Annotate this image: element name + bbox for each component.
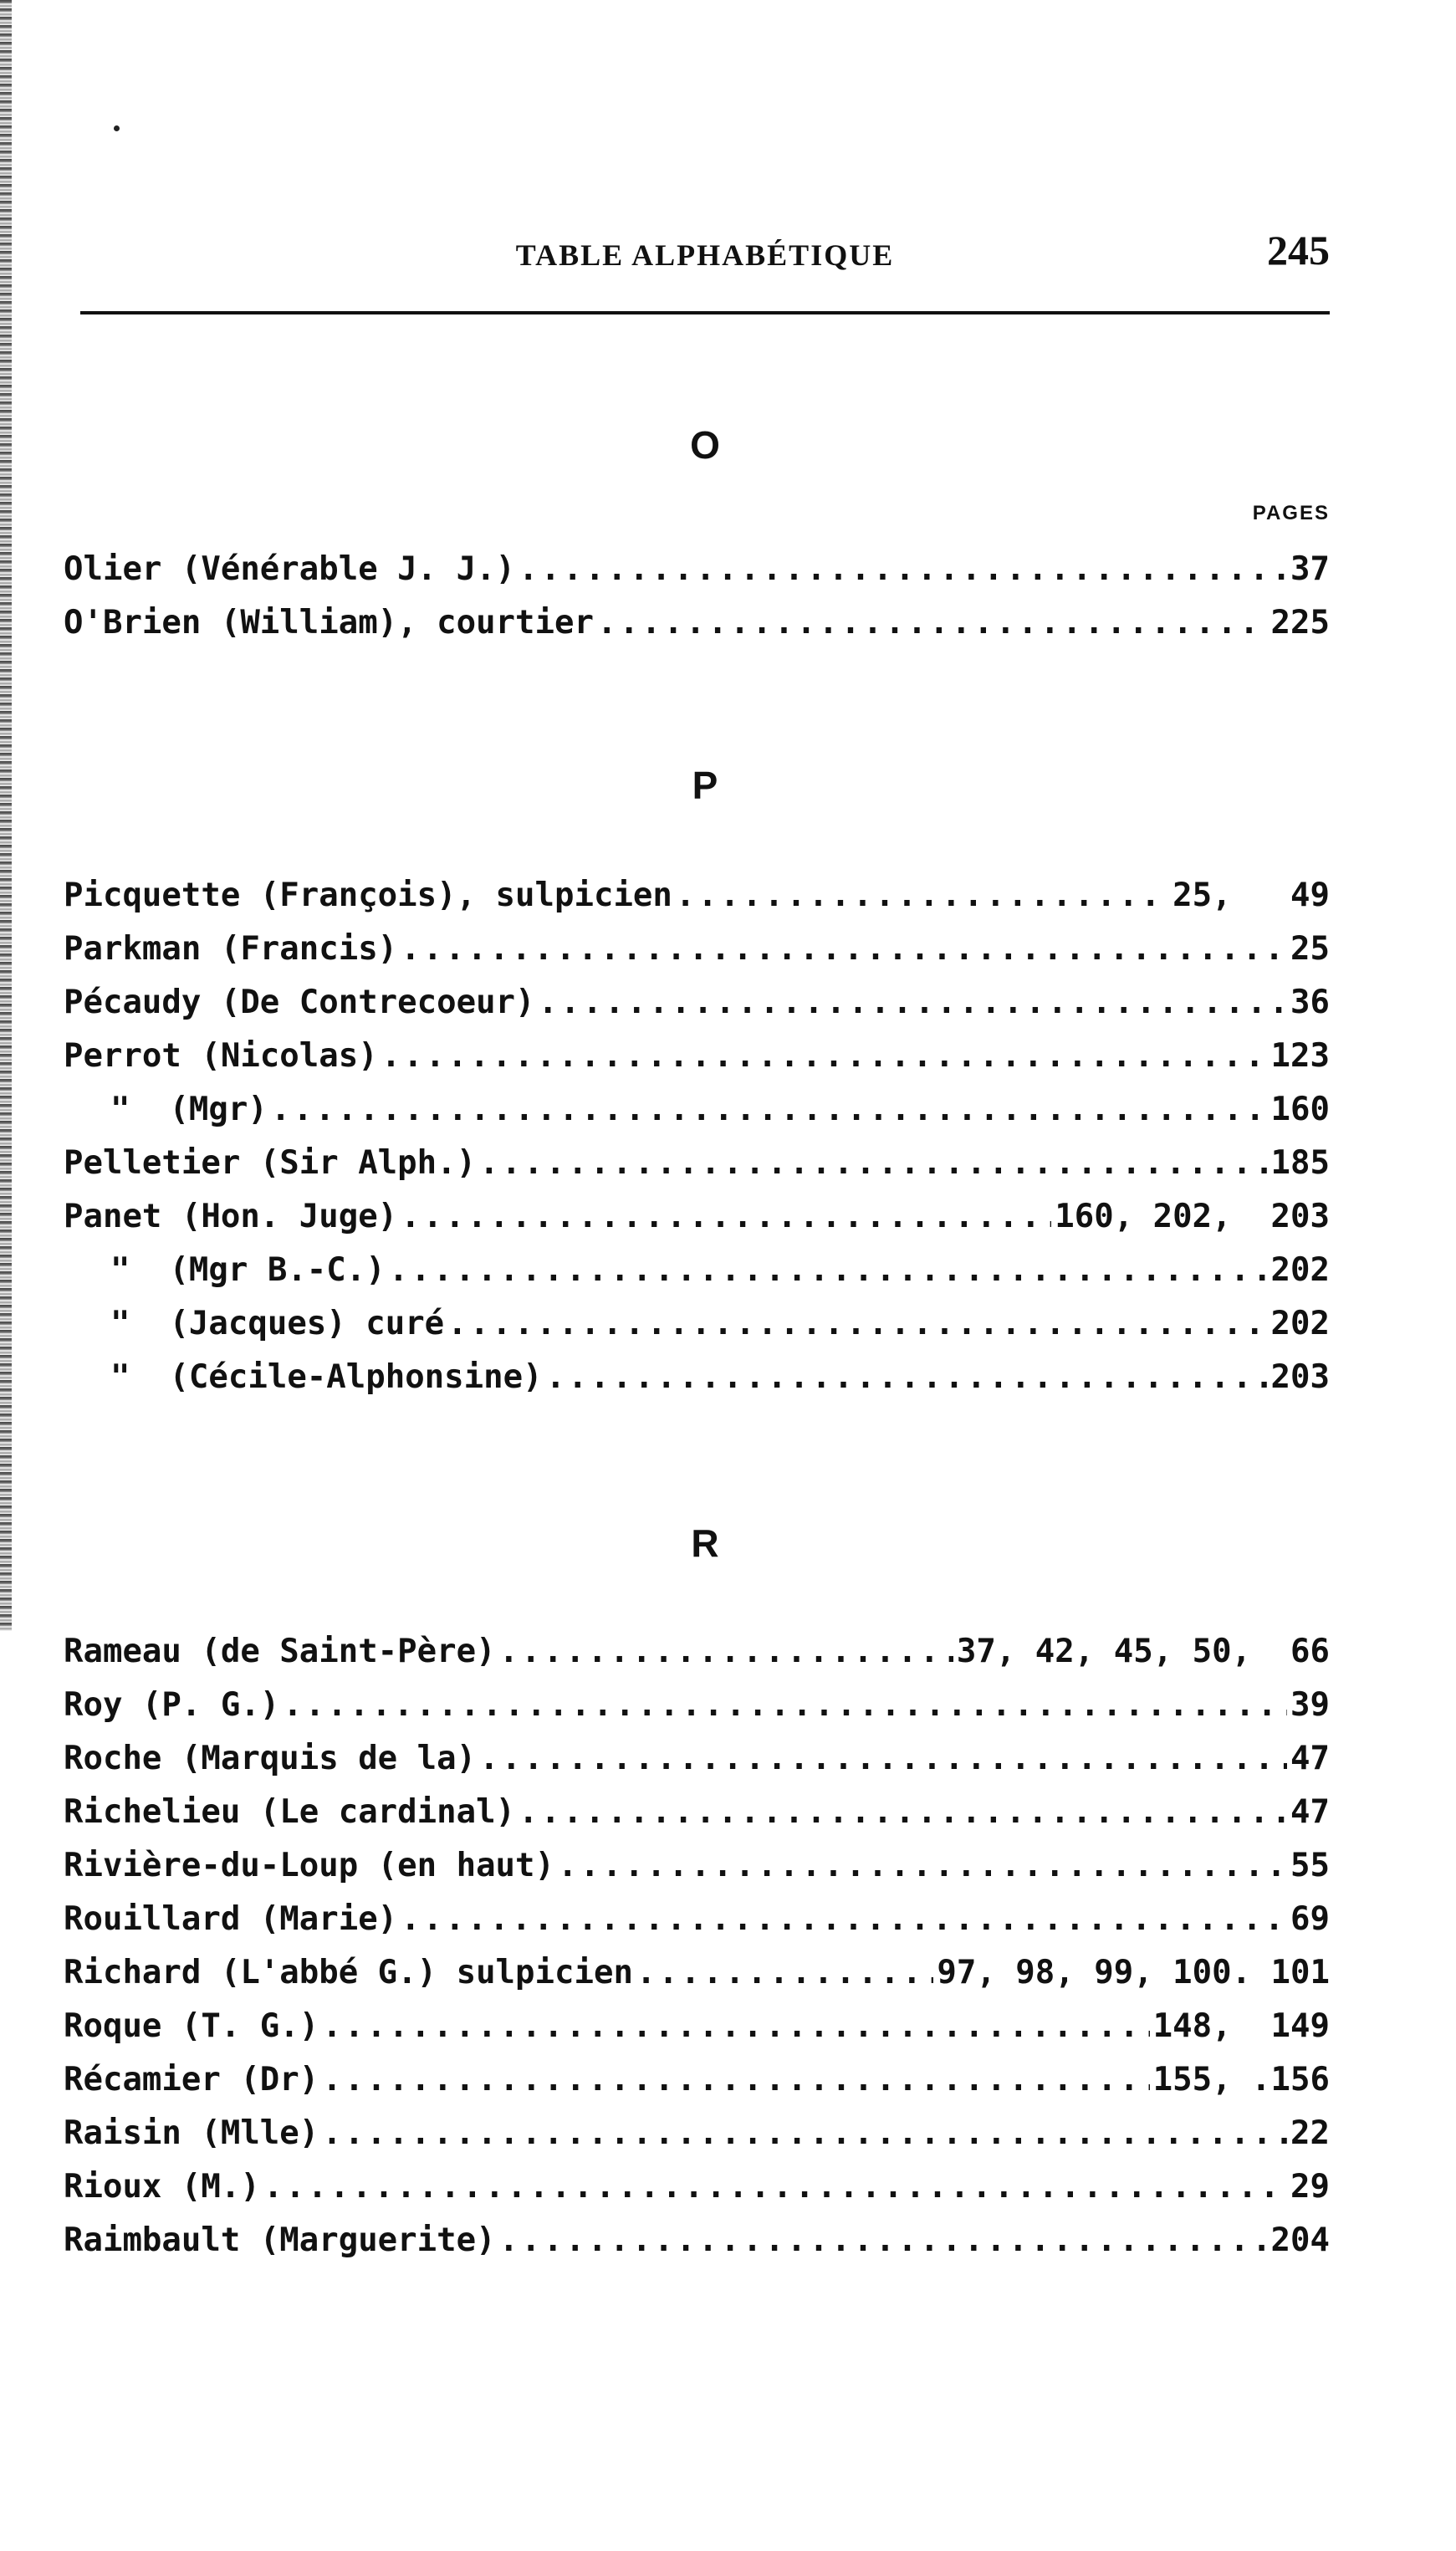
entry-label: Perrot (Nicolas) [64,1037,378,1075]
entry-page-refs: 69 [1290,1900,1330,1938]
entry-label: " (Mgr B.-C.) [110,1251,386,1289]
entry-label: Pelletier (Sir Alph.) [64,1144,477,1182]
entry-page-refs: 37 [1290,550,1330,588]
dot-leader [447,1305,1267,1342]
entry-page-refs: 123 [1270,1037,1330,1075]
page-binding-edge [0,0,12,1631]
header-rule [80,311,1330,314]
entry-label: " (Cécile-Alphonsine) [110,1358,543,1396]
dot-leader [322,2007,1149,2045]
section-letter-r: R [691,1521,719,1565]
dot-leader [263,2168,1287,2206]
index-entry [64,1198,1330,1251]
dot-leader [401,1198,1051,1235]
entry-label: Pécaudy (De Contrecoeur) [64,984,535,1021]
dot-leader [401,930,1287,968]
index-entry [64,1358,1330,1412]
running-title: TABLE ALPHABÉTIQUE [515,238,895,272]
index-entry [64,2007,1330,2061]
dot-leader [283,1686,1287,1724]
section-r-entries [64,1633,1330,2275]
dot-leader [636,1954,933,1991]
section-o-entries [64,550,1330,657]
entry-page-refs: 25 [1290,930,1330,968]
dot-leader [558,1847,1287,1884]
entry-label: O'Brien (William), courtier [64,604,594,642]
dot-leader [389,1251,1268,1289]
entry-label: Rivière-du-Loup (en haut) [64,1847,554,1884]
entry-label: Rouillard (Marie) [64,1900,398,1938]
index-entry [64,1740,1330,1793]
dot-leader [676,877,1169,914]
entry-label: Richelieu (Le cardinal) [64,1793,516,1831]
page-header [80,226,1330,284]
index-entry [64,550,1330,604]
entry-page-refs: 160 [1270,1091,1330,1128]
entry-page-refs: 203 [1270,1358,1330,1396]
index-entry [64,1144,1330,1198]
entry-page-refs: 39 [1290,1686,1330,1724]
entry-label: Rameau (de Saint-Père) [64,1633,496,1670]
index-entry [64,2168,1330,2221]
index-entry [64,1900,1330,1954]
entry-page-refs: 25, 49 [1172,877,1330,914]
entry-page-refs: 202 [1270,1305,1330,1342]
dot-leader [499,2221,1268,2259]
index-entry [64,2061,1330,2114]
dot-leader [322,2061,1149,2099]
index-entry [64,1847,1330,1900]
dot-leader [499,1633,953,1670]
entry-page-refs: 202 [1270,1251,1330,1289]
entry-label: Roy (P. G.) [64,1686,280,1724]
entry-label: Raimbault (Marguerite) [64,2221,496,2259]
entry-page-refs: 22 [1290,2114,1330,2152]
entry-label: Raisin (Mlle) [64,2114,319,2152]
index-entry [64,2221,1330,2275]
dot-leader [519,1793,1287,1831]
entry-page-refs: 36 [1290,984,1330,1021]
section-letter-o: O [690,423,720,467]
dot-leader [546,1358,1268,1396]
entry-label: Panet (Hon. Juge) [64,1198,398,1235]
dot-leader [479,1144,1267,1182]
entry-page-refs: 29 [1290,2168,1330,2206]
dot-leader [401,1900,1287,1938]
entry-page-refs: 225 [1270,604,1330,642]
dot-leader [519,550,1287,588]
entry-label: Richard (L'abbé G.) sulpicien [64,1954,633,1991]
dot-leader [539,984,1288,1021]
entry-label: " (Mgr) [110,1091,268,1128]
index-entry [64,1037,1330,1091]
index-entry [64,1305,1330,1358]
entry-label: Olier (Vénérable J. J.) [64,550,516,588]
entry-label: Roque (T. G.) [64,2007,319,2045]
dot-leader [479,1740,1287,1777]
section-letter-p: P [692,764,718,807]
entry-label: Récamier (Dr) [64,2061,319,2099]
dot-leader [381,1037,1268,1075]
dot-leader [322,2114,1287,2152]
index-entry [64,1633,1330,1686]
index-entry [64,1793,1330,1847]
entry-page-refs: 148, 149 [1152,2007,1330,2045]
entry-page-refs: 47 [1290,1740,1330,1777]
entry-label: Rioux (M.) [64,2168,260,2206]
entry-label: Parkman (Francis) [64,930,398,968]
entry-page-refs: 97, 98, 99, 100. 101 [937,1954,1330,1991]
entry-page-refs: 185 [1270,1144,1330,1182]
entry-label: Picquette (François), sulpicien [64,877,672,914]
entry-page-refs: 37, 42, 45, 50, 66 [956,1633,1330,1670]
entry-page-refs: 55 [1290,1847,1330,1884]
entry-page-refs: 47 [1290,1793,1330,1831]
entry-label: " (Jacques) curé [110,1305,445,1342]
index-entry [64,1686,1330,1740]
index-entry [64,2114,1330,2168]
pages-column-label: PAGES [1252,502,1330,524]
index-entry [64,604,1330,657]
dot-leader [597,604,1268,642]
index-entry [64,930,1330,984]
dot-leader [271,1091,1268,1128]
index-entry [64,1954,1330,2007]
index-entry [64,1251,1330,1305]
index-entry [64,877,1330,930]
index-entry [64,984,1330,1037]
entry-page-refs: 204 [1270,2221,1330,2259]
page-number: 245 [1267,227,1330,274]
entry-page-refs: 155, .156 [1152,2061,1330,2099]
entry-page-refs: 160, 202, 203 [1055,1198,1330,1235]
index-entry [64,1091,1330,1144]
entry-label: Roche (Marquis de la) [64,1740,477,1777]
section-p-entries [64,877,1330,1412]
print-speck [114,125,120,131]
